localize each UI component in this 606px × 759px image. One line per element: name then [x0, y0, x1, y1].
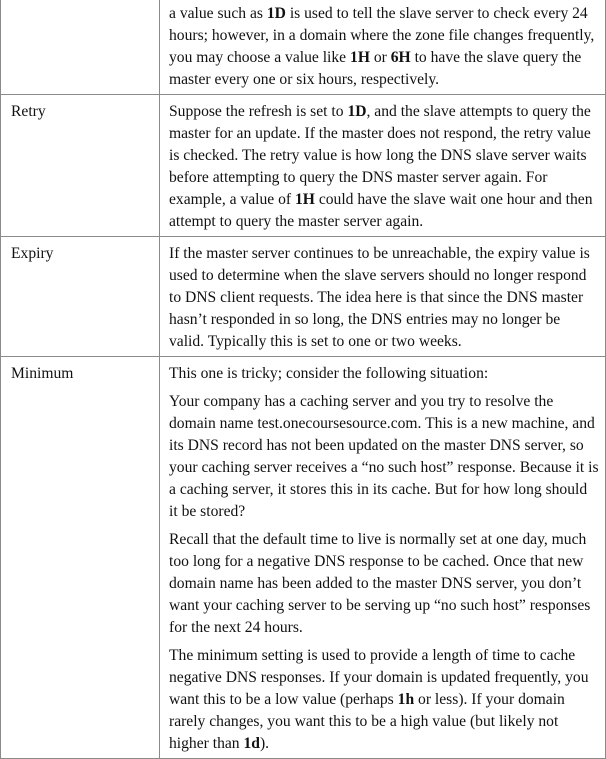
text-run: Recall that the default time to live is normally set at one day, much too long for a negative DNS response to be cached. Once that new domain name has been added to the master DNS server, you don’t want your caching server to be serving up “no such host” responses for the next 24 hours. [169, 531, 591, 636]
bold-value: 1h [397, 691, 415, 708]
field-description-cell [160, 95, 606, 237]
field-description-cell [160, 357, 606, 759]
field-description-cell [160, 237, 606, 357]
description-paragraph [169, 101, 599, 233]
bold-value: 1d [243, 735, 260, 752]
field-name-cell [1, 0, 160, 95]
text-run: a value such as [169, 5, 267, 22]
bold-value: 1H [350, 49, 370, 66]
table-row [1, 237, 606, 357]
text-run: to have the slave query the master every one or six hours, respectively. [169, 49, 582, 88]
table-row [1, 95, 606, 237]
description-paragraph [169, 243, 599, 353]
text-run: Suppose the refresh is set to [169, 103, 348, 120]
table-body [1, 0, 606, 759]
description-paragraph [169, 363, 599, 385]
text-run: is used to tell the slave server to check every 24 hours; however, in a domain where the zone file changes frequently, you may choose a value like [169, 5, 595, 66]
text-run: If the master server continues to be unreachable, the expiry value is used to determine when the slave servers should no longer respond to DNS client requests. The idea here is that since the DNS master hasn’t responded in so long, the DNS entries may no longer be valid. Typically this is set to one or two weeks. [169, 245, 590, 350]
text-run: This one is tricky; consider the following situation: [169, 365, 489, 382]
field-name-cell: Expiry [1, 237, 160, 357]
table-row [1, 357, 606, 759]
field-name-cell: Minimum [1, 357, 160, 759]
text-run: The minimum setting is used to provide a length of time to cache negative DNS responses. If your domain is updated frequently, you want this to be a low value (perhaps [169, 647, 589, 708]
description-paragraph [169, 645, 599, 755]
text-run: or [369, 49, 391, 66]
text-run: Your company has a caching server and you try to resolve the domain name test.onecoursesource.com. This is a new machine, and its DNS record has not been updated on the master DNS server, so your caching server receives a “no such host” response. Because it is a caching server, it stores this in its cache. But for how long should it be stored? [169, 393, 599, 520]
text-run: ). [259, 735, 270, 752]
bold-value: 6H [390, 49, 411, 66]
bold-value: 1H [295, 191, 315, 208]
description-paragraph [169, 529, 599, 639]
text-run: , and the slave attempts to query the master for an update. If the master does not respond, the retry value is checked. The retry value is how long the DNS slave server waits before attempting to query the DNS master server again. For example, a value of [169, 103, 591, 208]
table-row [1, 0, 606, 95]
description-paragraph [169, 3, 599, 91]
bold-value: 1D [347, 103, 367, 120]
text-run: or less). If your domain rarely changes, you want this to be a high value (but likely not higher than [169, 691, 565, 752]
description-paragraph [169, 391, 599, 523]
bold-value: 1D [266, 5, 286, 22]
field-name-cell: Retry [1, 95, 160, 237]
field-description-cell [160, 0, 606, 95]
text-run: could have the slave wait one hour and then attempt to query the master server again. [169, 191, 593, 230]
